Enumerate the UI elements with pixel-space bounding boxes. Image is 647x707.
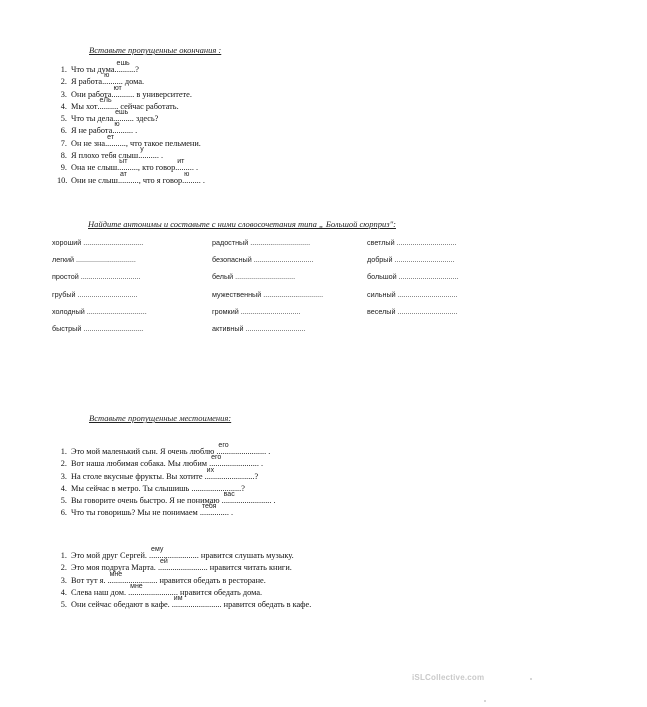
handwritten-answer: им: [173, 595, 183, 603]
blank-dots: ........................: [191, 483, 242, 493]
watermark: iSLCollective.com: [412, 673, 485, 682]
answer-blank: [204, 466, 255, 483]
blank-dots: ........................: [221, 496, 272, 506]
blank-dots: ........................: [209, 459, 259, 469]
handwritten-answer: у: [140, 146, 144, 154]
exercise-item: [57, 454, 276, 470]
item-text-after: дома.: [122, 77, 145, 87]
item-text-after: нравится обедать в кафе.: [221, 600, 312, 610]
item-number: 1.: [60, 551, 67, 560]
answer-blank: [221, 491, 272, 507]
antonyms-grid: [52, 238, 612, 348]
handwritten-answer: ю: [104, 72, 110, 80]
item-number: 5.: [60, 114, 67, 124]
item-number: 3.: [60, 575, 67, 585]
handwritten-answer: ит: [177, 158, 185, 166]
exercise-item: [57, 503, 276, 519]
pronouns-list: [57, 442, 276, 520]
handwritten-answer: вас: [223, 491, 235, 499]
item-text-after: , что такое пельмени.: [125, 138, 201, 148]
item-text-after: нравится обедать дома.: [177, 587, 263, 597]
answer-blank: [149, 546, 199, 562]
handwritten-answer: ю: [184, 170, 190, 178]
antonym-word: веселый ..............................: [367, 306, 458, 316]
item-text-before: Я работа: [71, 77, 103, 87]
item-number: 3.: [60, 471, 67, 481]
blank-dots: ........................: [171, 600, 222, 610]
exercise-item: [57, 60, 205, 76]
handwritten-answer: их: [206, 466, 215, 474]
item-text-before: Слева наш дом.: [71, 587, 129, 597]
antonym-word: сильный ..............................: [367, 289, 458, 299]
item-text-before: Он не зна: [71, 138, 106, 148]
handwritten-answer: мне: [109, 570, 123, 578]
item-number: 6.: [60, 126, 67, 136]
handwritten-answer: ат: [119, 170, 127, 178]
item-text-before: Мы хот: [71, 101, 98, 111]
item-text-before: Что ты дума: [71, 65, 115, 74]
blank-dots: ..........: [102, 77, 123, 87]
item-number: 2.: [60, 563, 67, 573]
antonym-word: грубый ..............................: [52, 289, 138, 299]
blank-dots: ..........: [117, 175, 139, 185]
handwritten-answer: ет: [107, 133, 114, 141]
handwritten-answer: мне: [130, 582, 143, 590]
item-number: 10.: [57, 175, 68, 185]
blank-dots: ........................: [216, 447, 267, 456]
exercise-item: [57, 483, 276, 495]
item-text-after: ?: [135, 65, 139, 74]
handwritten-answer: ют: [113, 84, 122, 92]
exercise-item: [57, 109, 205, 125]
antonym-word: добрый ..............................: [367, 255, 455, 265]
blank-dots: .........: [175, 163, 194, 173]
antonym-word: светлый ..............................: [367, 238, 457, 247]
item-number: 6.: [60, 508, 67, 518]
blank-dots: ........................: [204, 471, 255, 481]
item-text-before: Они работа: [71, 89, 112, 99]
exercise-item: [57, 72, 205, 88]
blank-dots: ..........: [105, 138, 126, 148]
blank-dots: ...........: [111, 89, 135, 99]
item-text-before: Это моя подруга Марта.: [71, 563, 158, 573]
exercise-item: [57, 442, 276, 458]
exercise-item: [57, 170, 205, 187]
antonym-word: радостный ..............................: [212, 238, 311, 247]
item-text-before: Что ты дела: [71, 114, 114, 124]
item-text-after: .: [258, 459, 264, 469]
dative-pronouns-list: [57, 546, 312, 611]
exercise-item: [57, 546, 311, 562]
blank-dots: ..............: [199, 508, 229, 518]
exercise-item: [57, 466, 276, 483]
item-text-after: в университете.: [134, 89, 192, 99]
item-text-after: .: [158, 151, 164, 161]
blank-dots: ..........: [113, 114, 134, 124]
item-number: 4.: [60, 101, 67, 111]
blank-dots: .........: [182, 175, 201, 185]
handwritten-answer: ю: [114, 121, 120, 129]
item-number: 3.: [60, 89, 67, 99]
item-text-before: Это мой друг Сергей.: [71, 551, 150, 560]
item-text-before: Мы сейчас в метро. Ты слышишь: [71, 483, 192, 493]
answer-blank: [117, 170, 139, 187]
item-text-before: Вот наша любимая собака. Мы любим: [71, 459, 210, 469]
item-text-after: сейчас работать.: [118, 101, 179, 111]
antonym-word: быстрый ..............................: [52, 324, 144, 333]
antonym-word: мужественный ..............................: [212, 289, 324, 299]
item-text-end: .: [200, 175, 205, 185]
handwritten-answer: ему: [151, 546, 164, 553]
item-text-after: нравится слушать музыку.: [198, 551, 294, 560]
answer-blank: [199, 503, 229, 519]
item-text-before: Я не работа: [71, 126, 113, 136]
item-text-after: ?: [254, 471, 259, 481]
item-text-after: здесь?: [133, 114, 159, 124]
item-text-before: Я плохо тебя слыш: [71, 151, 139, 161]
item-number: 2.: [60, 77, 67, 87]
item-number: 1.: [60, 447, 67, 456]
antonym-word: легкий ..............................: [52, 255, 136, 265]
item-text-after: .: [266, 447, 271, 456]
exercise-item: [57, 582, 311, 599]
item-text-end: .: [193, 163, 199, 173]
handwritten-answer: ешь: [115, 109, 129, 117]
item-number: 5.: [60, 600, 67, 610]
handwritten-answer: ыт: [119, 158, 128, 166]
section1-heading: Вставьте пропущенные окончания :: [89, 45, 222, 55]
item-number: 2.: [60, 459, 67, 469]
handwritten-answer: его: [211, 454, 222, 462]
exercise-item: [57, 96, 205, 113]
section3-heading: Вставьте пропущенные местоимения:: [89, 413, 232, 423]
item-text-before: Что ты говоришь? Мы не понимаем: [71, 508, 200, 518]
antonym-word: холодный ..............................: [52, 306, 147, 316]
exercise-item: [57, 558, 311, 574]
section2-heading: Найдите антонимы и составьте с ними словосочетания типа „ Большой сюрприз":: [88, 219, 396, 229]
item-number: 1.: [60, 65, 67, 74]
blank-dots: ..........: [117, 163, 138, 173]
endings-list: [57, 60, 205, 187]
item-text-after: нравится обедать в ресторане.: [157, 575, 266, 585]
item-text-after: , что я говор: [138, 175, 183, 185]
exercise-item: [57, 121, 205, 137]
item-number: 9.: [60, 163, 67, 173]
blank-dots: ........................: [149, 551, 199, 560]
exercise-item: [57, 491, 276, 507]
blank-dots: ........................: [107, 575, 158, 585]
item-number: 7.: [60, 138, 67, 148]
answer-blank: [138, 146, 159, 162]
blank-dots: ..........: [114, 65, 136, 74]
item-text-before: Вы говорите очень быстро. Я не понимаю: [71, 496, 222, 506]
item-text-after: .: [271, 496, 276, 506]
answer-blank: [209, 454, 259, 470]
decorative-dot: [530, 678, 532, 680]
exercise-item: [57, 133, 205, 150]
item-text-after: .: [133, 126, 138, 136]
item-text-after: , кто говор: [137, 163, 176, 173]
blank-dots: ........................: [128, 587, 178, 597]
item-text-before: На столе вкусные фрукты. Вы хотите: [71, 471, 205, 481]
answer-blank: [216, 442, 267, 458]
antonym-word: большой ..............................: [367, 272, 459, 282]
answer-blank: [111, 84, 135, 101]
handwritten-answer: ешь: [116, 60, 130, 67]
item-number: 4.: [60, 483, 67, 493]
answer-blank: [105, 133, 126, 150]
item-text-after: .: [228, 508, 234, 518]
antonym-word: хороший ..............................: [52, 238, 144, 247]
handwritten-answer: тебя: [201, 503, 217, 511]
item-text-before: Вот тут я.: [71, 575, 108, 585]
exercise-item: [57, 84, 205, 101]
antonym-word: безопасный ..............................: [212, 255, 314, 265]
blank-dots: ..........: [112, 126, 134, 136]
answer-blank: [171, 595, 222, 611]
item-number: 8.: [60, 151, 67, 161]
blank-dots: ..........: [138, 151, 159, 161]
blank-dots: ..........: [97, 101, 119, 111]
exercise-item: [57, 158, 205, 174]
item-text-before: Это мой маленький сын. Я очень люблю: [71, 447, 217, 456]
answer-blank: [157, 558, 208, 574]
answer-blank: [112, 121, 134, 137]
answer-blank: [182, 170, 201, 187]
item-number: 4.: [60, 587, 67, 597]
antonym-word: белый ..............................: [212, 272, 296, 282]
item-text-after: ?: [241, 483, 245, 493]
item-text-before: Они сейчас обедают в кафе.: [71, 600, 172, 610]
handwritten-answer: его: [218, 442, 229, 449]
exercise-item: [57, 595, 312, 611]
answer-blank: [128, 582, 178, 599]
item-text-before: Они не слыш: [71, 175, 118, 185]
item-text-before: Она не слыш: [71, 163, 118, 173]
handwritten-answer: еЛь: [99, 96, 112, 104]
item-text-after: нравится читать книги.: [207, 563, 292, 573]
antonym-word: громкий ..............................: [212, 306, 301, 316]
decorative-dot: [484, 700, 486, 702]
handwritten-answer: ей: [159, 558, 168, 566]
item-number: 5.: [60, 496, 67, 506]
antonym-word: активный ..............................: [212, 324, 306, 333]
antonym-word: простой ..............................: [52, 272, 141, 282]
blank-dots: ........................: [157, 563, 208, 573]
answer-blank: [114, 60, 136, 76]
exercise-item: [57, 570, 311, 587]
